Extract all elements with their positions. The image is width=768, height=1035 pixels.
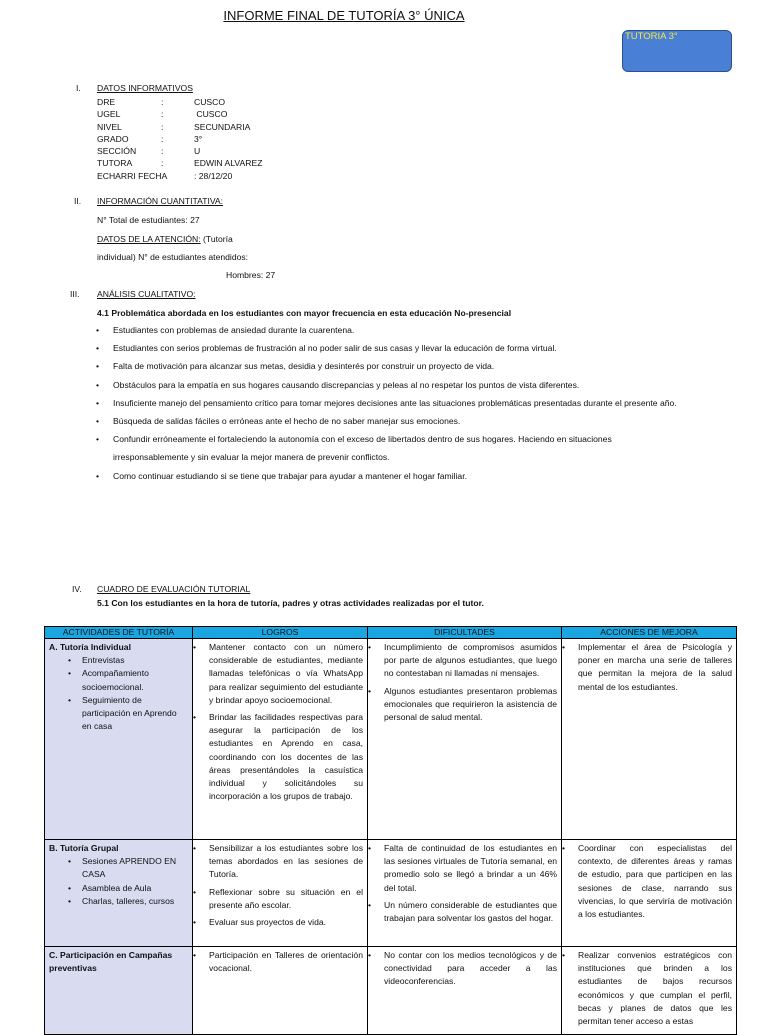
section-3-number: III. — [70, 289, 80, 299]
evaluation-table — [44, 626, 737, 1035]
info-colon: : — [161, 121, 164, 132]
atencion-line — [97, 234, 233, 244]
list-item: • Implementar el área de Psicología y poner en marcha una serie de talleres que permitan la mejora de la salud mental de los estudiantes. — [566, 641, 732, 694]
info-colon: : — [161, 97, 164, 107]
list-item: • Estudiantes con serios problemas de frustración al no poder salir de sus casas y llevar la educación de forma virtual. — [96, 339, 683, 357]
info-value: : 28/12/20 — [194, 170, 233, 181]
info-key: NIVEL — [97, 121, 122, 132]
table-row — [45, 947, 737, 1035]
list-item: • Confundir erróneamente el fortaleciendo la autonomía con el exceso de libertados dentro de sus hogares. Haciendo en situaciones irresponsablemente y sin evaluar la mejor manera de prevenir conflictos. — [96, 430, 683, 466]
list-item: • Realizar convenios estratégicos con instituciones que brinden a los estudiantes de bajos recursos económicos y que cumplan el perfil, becas y planes de datos que les permitan tener acceso a estas — [566, 949, 732, 1028]
info-colon: : — [161, 109, 164, 120]
list-item: • Obstáculos para la empatía en sus hogares causando discrepancias y peleas al no respetar los puntos de vista diferentes. — [96, 376, 683, 394]
list-item: • Charlas, talleres, cursos — [82, 895, 188, 908]
list-item: • Entrevistas — [82, 654, 188, 667]
tutoria-badge — [622, 30, 732, 72]
activity-cell — [45, 639, 193, 840]
table-row — [45, 840, 737, 947]
section-4-title: CUADRO DE EVALUACIÓN TUTORIAL — [97, 584, 251, 594]
info-key: DRE — [97, 97, 116, 107]
info-row-tutora — [97, 157, 262, 169]
info-key: ECHARRI FECHA — [97, 170, 168, 181]
info-key: TUTORA — [97, 158, 133, 169]
list-item: • Reflexionar sobre su situación en el presente año escolar. — [197, 886, 363, 912]
header-dificultades: DIFICULTADES — [368, 627, 562, 639]
table-row — [45, 639, 737, 840]
dificultades-cell — [368, 639, 562, 840]
section-2-title: INFORMACIÓN CUANTITATIVA: — [97, 196, 224, 206]
info-row-fecha — [97, 170, 262, 182]
logros-cell — [193, 840, 368, 947]
header-actividades: ACTIVIDADES DE TUTORÍA — [45, 627, 193, 639]
info-value: EDWIN ALVAREZ — [194, 158, 263, 169]
activity-title: C. Participación en Campañas preventivas — [49, 950, 173, 974]
list-item: • Mantener contacto con un número considerable de estudiantes, mediante llamadas telefónicas o vía WhatsApp para realizar seguimiento del estudiante y brindar apoyo socioemocional. — [197, 641, 363, 707]
list-item: • Participación en Talleres de orientación vocacional. — [197, 949, 363, 975]
info-key: UGEL — [97, 109, 121, 120]
info-key: SECCIÓN — [97, 146, 137, 157]
logros-cell — [193, 947, 368, 1035]
list-item: • Estudiantes con problemas de ansiedad durante la cuarentena. — [96, 321, 683, 339]
list-item: • No contar con los medios tecnológicos y de conectividad para acceder a las videoconferencias. — [372, 949, 557, 989]
section-4-subtitle: 5.1 Con los estudiantes en la hora de tutoría, padres y otras actividades realizadas por el tutor. — [97, 598, 484, 608]
list-item: • Falta de continuidad de los estudiantes en las sesiones virtuales de Tutoría semanal, en promedio solo se llegó a brindar a un 46% del total. — [372, 842, 557, 895]
dificultades-cell — [368, 947, 562, 1035]
acciones-cell — [562, 947, 737, 1035]
total-students: N° Total de estudiantes: 27 — [97, 215, 200, 225]
section-2-number: II. — [74, 196, 82, 206]
list-item: • Incumplimiento de compromisos asumidos por parte de algunos estudiantes, que luego no contestaban ni llamadas ni mensajes. — [372, 641, 557, 681]
report-title: INFORME FINAL DE TUTORÍA 3° ÚNICA — [223, 8, 465, 23]
list-item: • Insuficiente manejo del pensamiento crítico para tomar mejores decisiones ante las situaciones problemáticas presentadas durante el presente año. — [96, 394, 683, 412]
acciones-cell — [562, 840, 737, 947]
info-row-ugel — [97, 108, 262, 120]
header-acciones: ACCIONES DE MEJORA — [562, 627, 737, 639]
section-1-title: DATOS INFORMATIVOS — [97, 83, 193, 93]
info-key: GRADO — [97, 133, 129, 144]
list-item: • Asamblea de Aula — [82, 882, 188, 895]
info-value: CUSCO — [194, 97, 226, 107]
info-colon: : — [161, 133, 164, 144]
info-table — [97, 96, 262, 182]
info-row-grado — [97, 133, 262, 145]
list-item: • Brindar las facilidades respectivas para asegurar la participación de los estudiantes en Aprendo en casa, coordinando con los docentes de las áreas presentándoles la casuística individual y solicitándoles su incorporación a los grupos de trabajo. — [197, 711, 363, 803]
dificultades-cell — [368, 840, 562, 947]
atencion-label: DATOS DE LA ATENCIÓN: — [97, 234, 201, 244]
list-item: • Como continuar estudiando si se tiene que trabajar para ayudar a mantener el hogar familiar. — [96, 467, 683, 485]
list-item: • Búsqueda de salidas fáciles o erróneas ante el hecho de no saber manejar sus emociones. — [96, 412, 683, 430]
hombres-count: Hombres: 27 — [226, 270, 276, 280]
info-value: 3° — [194, 133, 203, 144]
info-row-nivel — [97, 121, 262, 133]
section-3-subtitle: 4.1 Problemática abordada en los estudiantes con mayor frecuencia en esta educación No-presencial — [97, 308, 512, 318]
activity-title: B. Tutoría Grupal — [49, 843, 119, 853]
atencion-rest: (Tutoría — [200, 234, 233, 244]
list-item: • Coordinar con especialistas del contexto, de diferentes áreas y ramas de estudio, para que participen en las sesiones de clase, narrando sus vivencias, lo que serviría de motivación a los estudiantes. — [566, 842, 732, 921]
section-1-number: I. — [76, 83, 81, 93]
activity-cell — [45, 840, 193, 947]
activity-subitems — [49, 855, 188, 908]
info-value: SECUNDARIA — [194, 121, 251, 132]
section-3-title: ANÁLISIS CUALITATIVO: — [97, 289, 196, 299]
activity-subitems — [49, 654, 188, 733]
info-value: U — [194, 146, 201, 157]
badge-label: TUTORIA 3° — [625, 31, 678, 42]
info-colon: : — [161, 158, 164, 169]
section-4-number: IV. — [72, 584, 82, 594]
activity-title: A. Tutoría Individual — [49, 642, 131, 652]
list-item: • Evaluar sus proyectos de vida. — [197, 916, 363, 929]
info-value: CUSCO — [194, 109, 228, 120]
list-item: • Algunos estudiantes presentaron problemas emocionales que requirieron la asistencia de personal de salud mental. — [372, 685, 557, 725]
list-item: • Falta de motivación para alcanzar sus metas, desidia y desinterés por construir un proyecto de vida. — [96, 357, 683, 375]
info-row-dre — [97, 96, 262, 108]
info-colon: : — [161, 146, 164, 157]
list-item: • Acompañamiento socioemocional. — [82, 667, 188, 693]
list-item: • Un número considerable de estudiantes que trabajan para solventar los gastos del hogar. — [372, 899, 557, 925]
list-item: • Seguimiento de participación en Aprendo en casa — [82, 694, 188, 734]
list-item: • Sesiones APRENDO EN CASA — [82, 855, 188, 881]
activity-cell — [45, 947, 193, 1035]
list-item: • Sensibilizar a los estudiantes sobre los temas abordados en las sesiones de Tutoría. — [197, 842, 363, 882]
problem-list — [96, 321, 683, 485]
info-row-seccion — [97, 145, 262, 157]
header-logros: LOGROS — [193, 627, 368, 639]
atencion-line-2: individual) N° de estudiantes atendidos: — [97, 252, 249, 262]
acciones-cell — [562, 639, 737, 840]
table-header-row — [45, 627, 737, 639]
logros-cell — [193, 639, 368, 840]
